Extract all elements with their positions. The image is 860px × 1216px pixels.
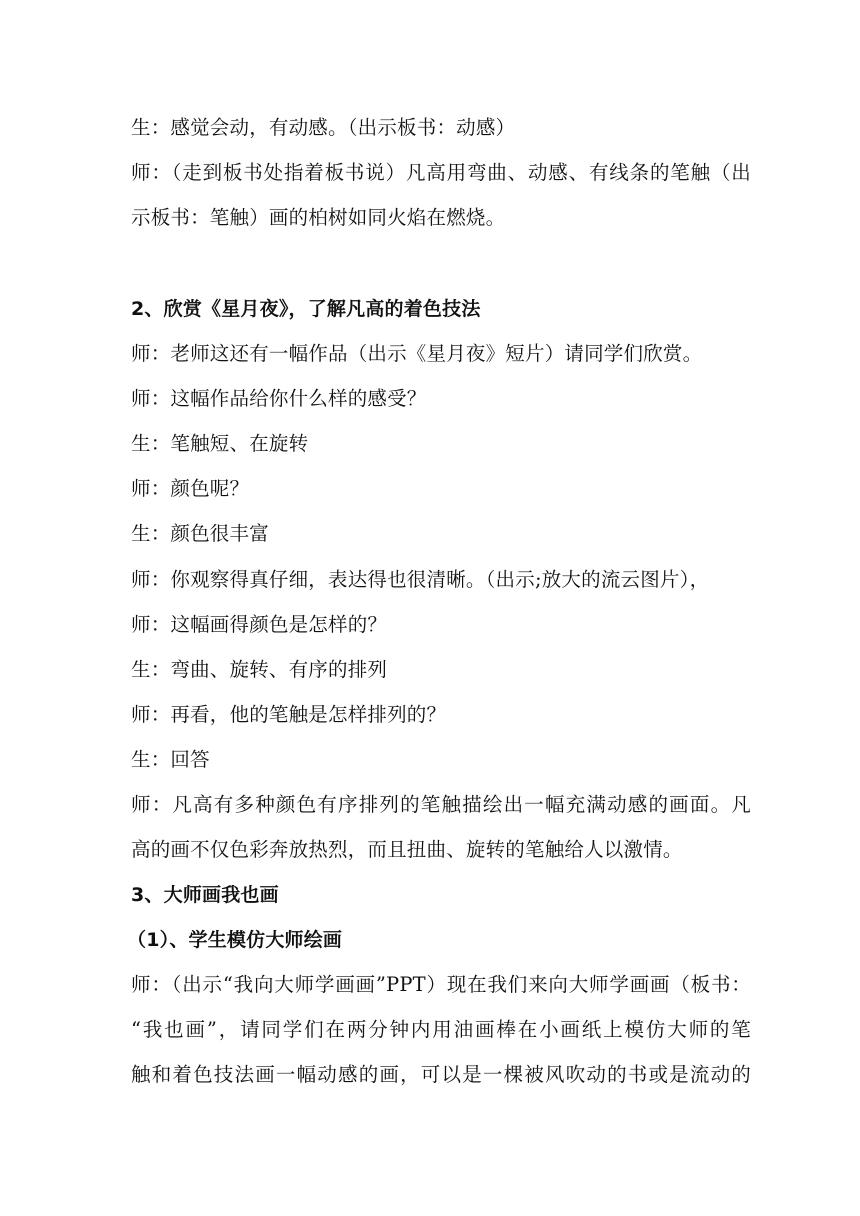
- text-line: 师：凡高有多种颜色有序排列的笔触描绘出一幅充满动感的画面。凡: [131, 793, 751, 816]
- text-line: 生：颜色很丰富: [131, 522, 269, 545]
- text-line: 师：你观察得真仔细，表达得也很清晰。（出示;放大的流云图片），: [131, 568, 710, 591]
- text-line: 生：感觉会动，有动感。（出示板书：动感）: [131, 116, 516, 139]
- text-line: 师：（出示“我向大师学画画”PPT）现在我们来向大师学画画（板书：: [131, 973, 751, 996]
- text-line: 高的画不仅色彩奔放热烈，而且扭曲、旋转的笔触给人以激情。: [131, 838, 683, 861]
- text-line: 示板书：笔触）画的柏树如同火焰在燃烧。: [131, 206, 506, 229]
- text-line: 生：弯曲、旋转、有序的排列: [131, 658, 388, 681]
- text-line: 师：再看，他的笔触是怎样排列的？: [131, 703, 447, 726]
- section-heading: 2、欣赏《星月夜》，了解凡高的着色技法: [131, 298, 481, 320]
- text-line: “我也画”，请同学们在两分钟内用油画棒在小画纸上模仿大师的笔: [131, 1018, 751, 1041]
- text-line: 师：（走到板书处指着板书说）凡高用弯曲、动感、有线条的笔触（出: [131, 161, 751, 184]
- text-line: 师：这幅画得颜色是怎样的？: [131, 613, 388, 636]
- text-line: 师：这幅作品给你什么样的感受？: [131, 387, 427, 410]
- text-line: 师：颜色呢？: [131, 477, 250, 500]
- text-line: 生：回答: [131, 748, 210, 771]
- text-line: 师：老师这还有一幅作品（出示《星月夜》短片）请同学们欣赏。: [131, 342, 703, 365]
- text-line: 触和着色技法画一幅动感的画，可以是一棵被风吹动的书或是流动的: [131, 1063, 751, 1086]
- section-heading: 3、大师画我也画: [131, 884, 279, 906]
- text-line: 生：笔触短、在旋转: [131, 432, 309, 455]
- subsection-heading: （1）、学生模仿大师绘画: [127, 929, 343, 951]
